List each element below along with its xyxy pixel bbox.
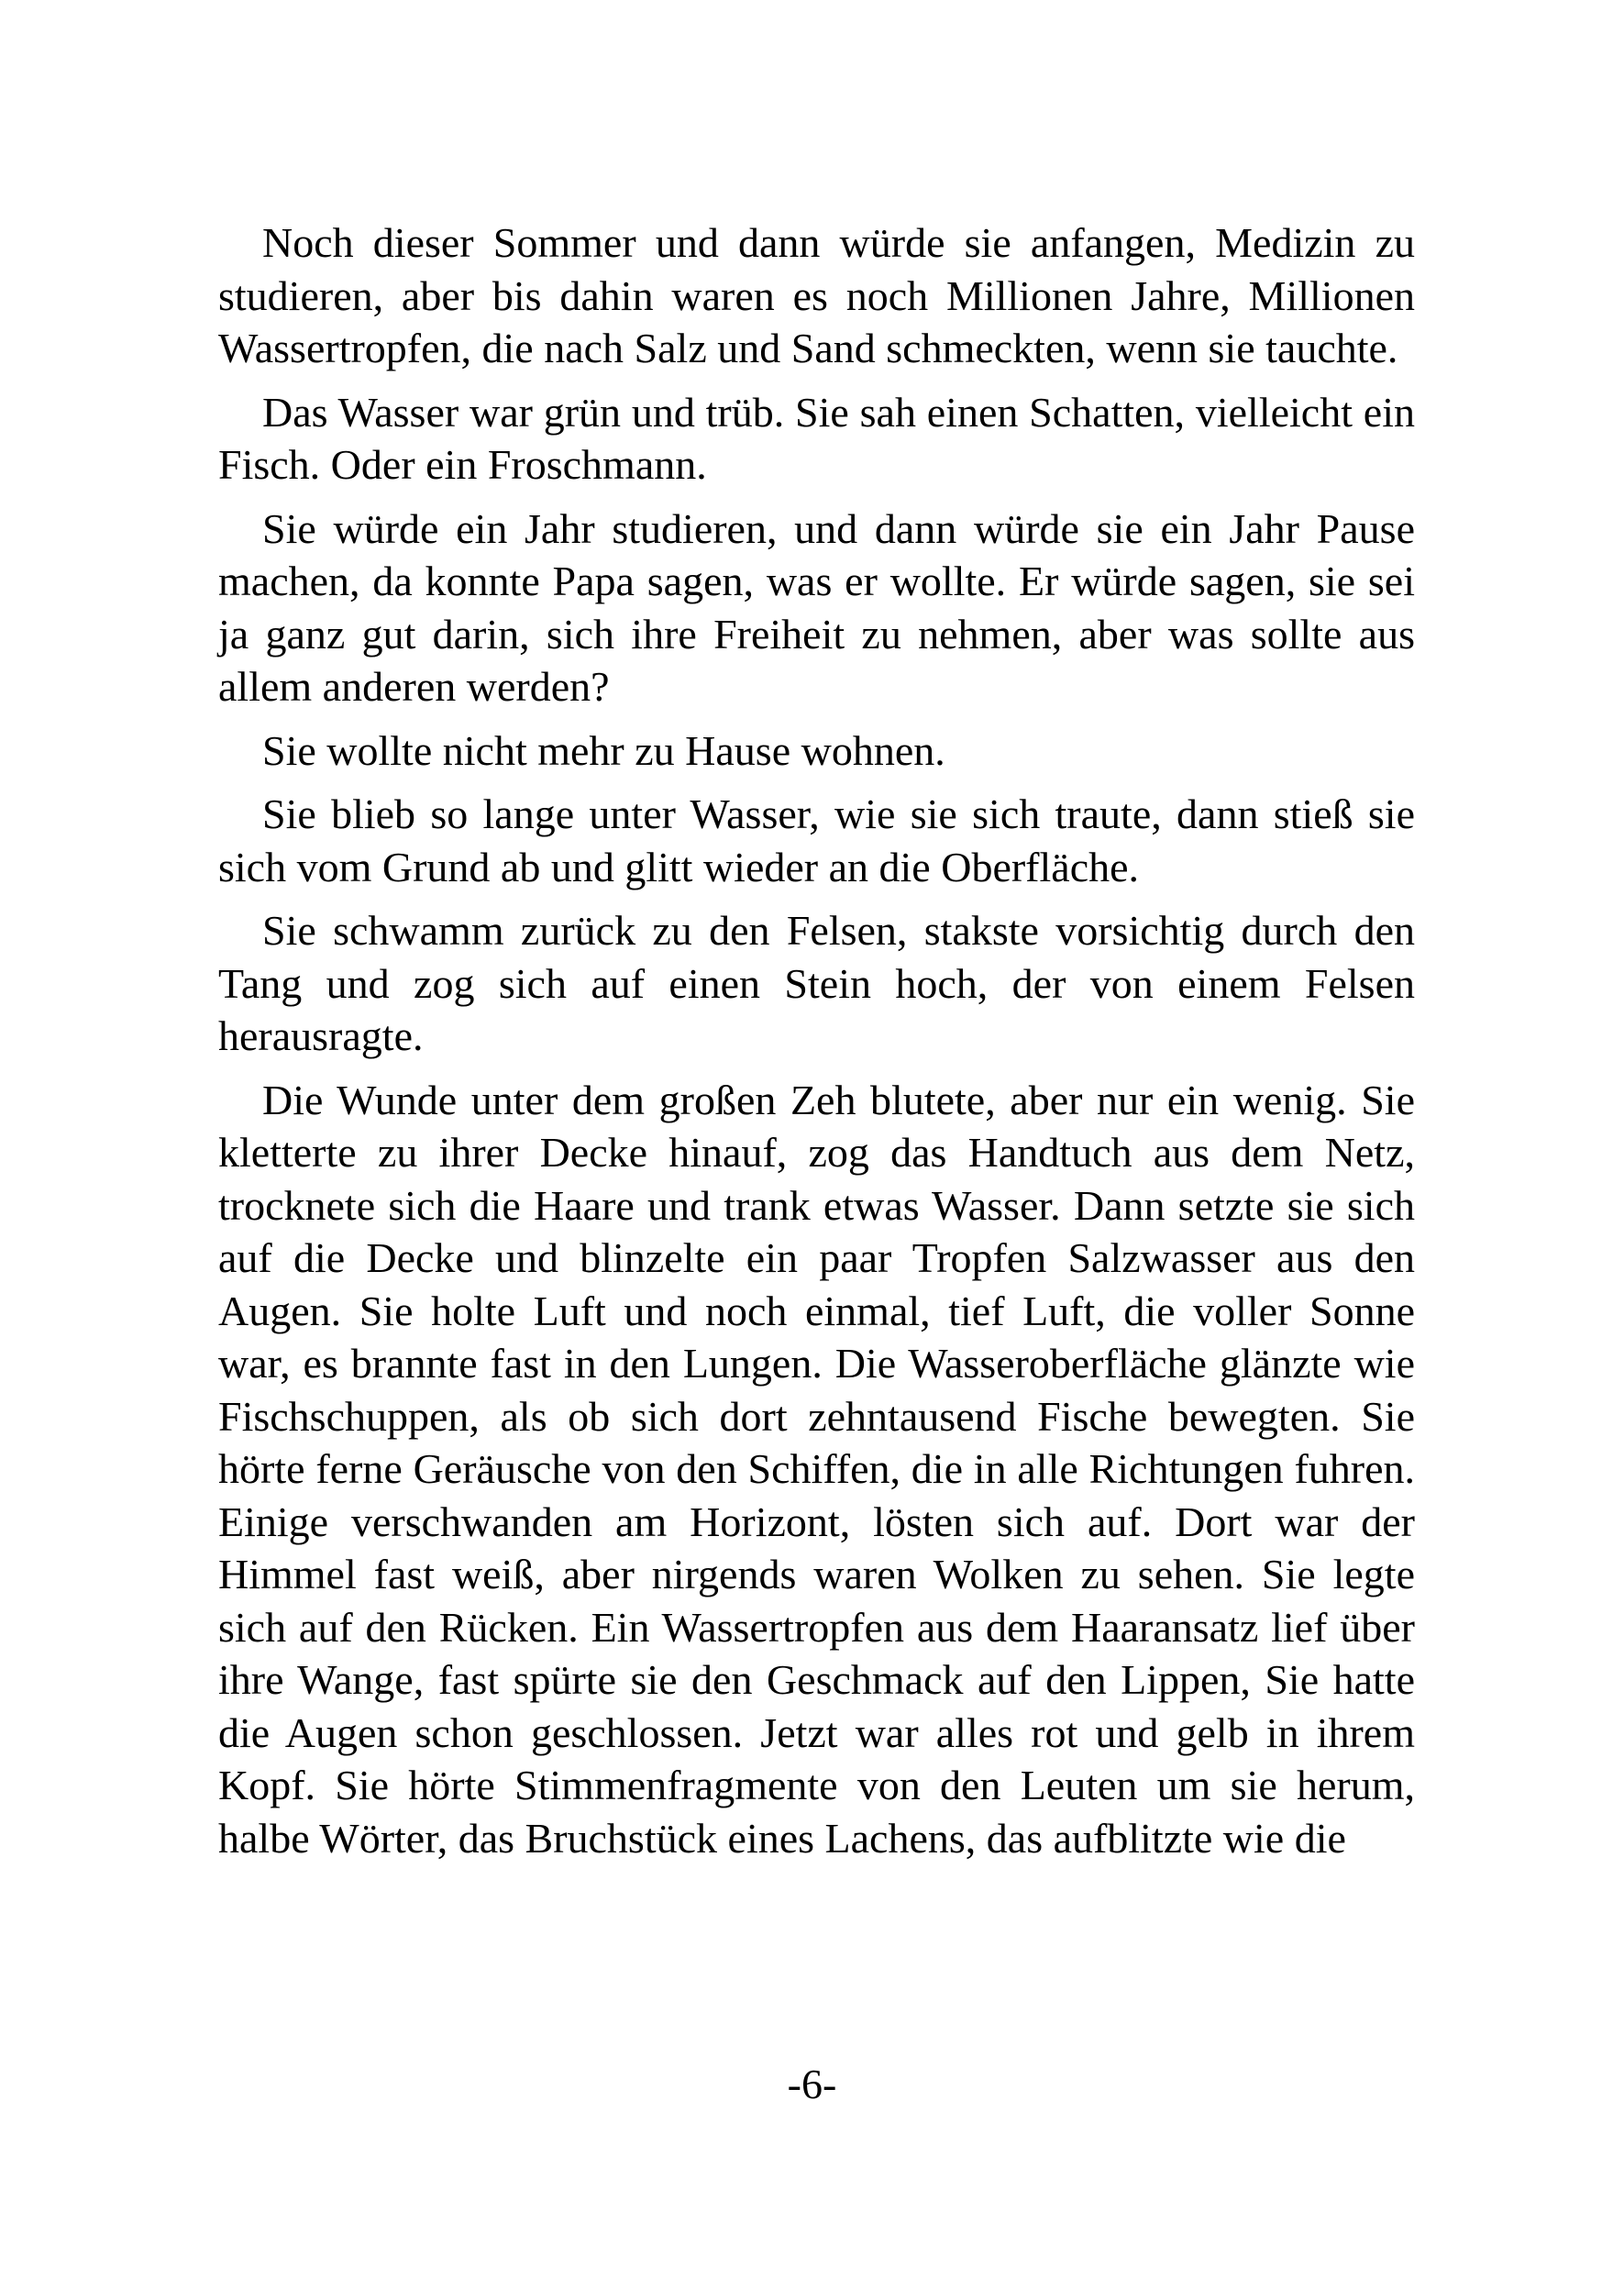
paragraph-1: Noch dieser Sommer und dann würde sie anfangen, Medizin zu studieren, aber bis dahin waren es noch Millionen Jahre, Millionen Wassertropfen, die nach Salz und Sand schmeckten, wenn sie tauchte. [218,219,1415,371]
paragraph-7: Die Wunde unter dem großen Zeh blutete, aber nur ein wenig. Sie kletterte zu ihrer Decke hinauf, zog das Handtuch aus dem Netz, trocknete sich die Haare und trank etwas Wasser. Dann setzte sie sich auf die Decke und blinzelte ein paar Tropfen Salzwasser aus den Augen. Sie holte Luft und noch einmal, tief Luft, die voller Sonne war, es brannte fast in den Lungen. Die Wasseroberfläche glänzte wie Fischschuppen, als ob sich dort zehntausend Fische bewegten. Sie hörte ferne Geräusche von den Schiffen, die in alle Richtungen fuhren. Einige verschwanden am Horizont, lösten sich auf. Dort war der Himmel fast weiß, aber nirgends waren Wolken zu sehen. Sie legte sich auf den Rücken. Ein Wassertropfen aus dem Haaransatz lief über ihre Wange, fast spürte sie den Geschmack auf den Lippen, Sie hatte die Augen schon geschlossen. Jetzt war alles rot und gelb in ihrem Kopf. Sie hörte Stimmenfragmente von den Leuten um sie herum, halbe Wörter, das Bruchstück eines Lachens, das aufblitzte wie die [218,1076,1415,1862]
paragraph-2: Das Wasser war grün und trüb. Sie sah einen Schatten, vielleicht ein Fisch. Oder ein Froschmann. [218,388,1415,488]
paragraph-3: Sie würde ein Jahr studieren, und dann würde sie ein Jahr Pause machen, da konnte Papa sagen, was er wollte. Er würde sagen, sie sei ja ganz gut darin, sich ihre Freiheit zu nehmen, aber was sollte aus allem anderen werden? [218,504,1415,710]
paragraph-4: Sie wollte nicht mehr zu Hause wohnen. [262,726,945,774]
body-text [218,216,1415,1875]
page-number: -6- [787,2061,837,2107]
paragraph-6: Sie schwamm zurück zu den Felsen, stakste vorsichtig durch den Tang und zog sich auf einen Stein hoch, der von einem Felsen herausragte. [218,907,1415,1059]
paragraph-5: Sie blieb so lange unter Wasser, wie sie sich traute, dann stieß sie sich vom Grund ab und glitt wieder an die Oberfläche. [218,790,1415,890]
